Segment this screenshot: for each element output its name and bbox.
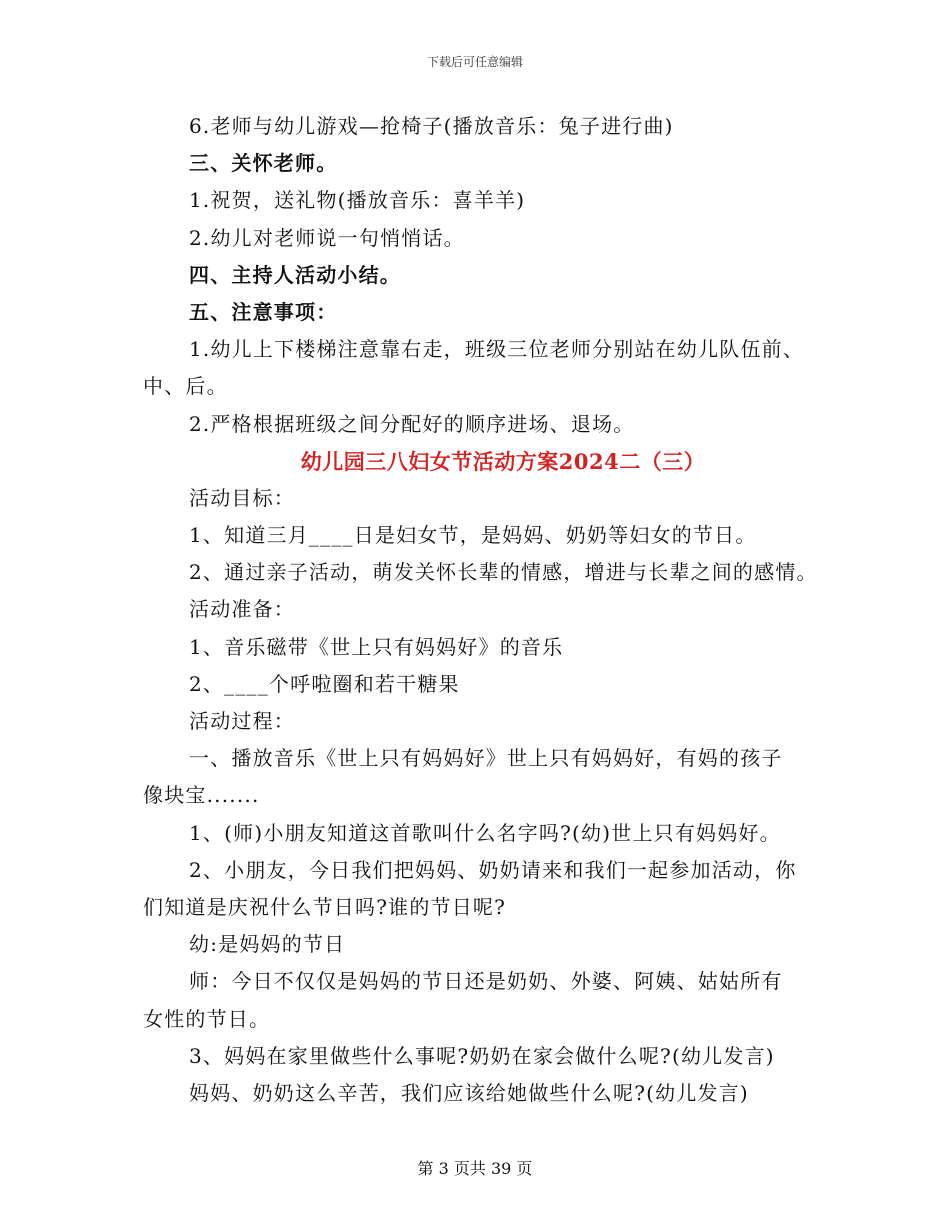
text-line: 6.老师与幼儿游戏—抢椅子(播放音乐：兔子进行曲) (189, 114, 674, 138)
text-line: 三、关怀老师。 (189, 151, 338, 176)
text-line: 2.严格根据班级之间分配好的顺序进场、退场。 (189, 411, 635, 436)
text-line: 1、(师)小朋友知道这首歌叫什么名字吗?(幼)世上只有妈妈好。 (189, 820, 781, 845)
text-line: 四、主持人活动小结。 (189, 262, 401, 287)
text-line: 师：今日不仅仅是妈妈的节日还是奶奶、外婆、阿姨、姑姑所有 (189, 969, 783, 994)
text-line: 1、音乐磁带《世上只有妈妈好》的音乐 (189, 634, 564, 659)
text-line: 活动准备： (189, 597, 295, 622)
text-line: 妈妈、奶奶这么辛苦，我们应该给她做些什么呢?(幼儿发言) (189, 1080, 749, 1105)
text-line: 1、知道三月____日是妇女节，是妈妈、奶奶等妇女的节日。 (189, 523, 757, 548)
text-line: 幼:是妈妈的节日 (189, 932, 346, 957)
text-line: 活动过程： (189, 709, 295, 733)
text-line: 活动目标： (189, 485, 295, 510)
text-line: 2、____个呼啦圈和若干糖果 (189, 671, 460, 696)
text-line: 像块宝....... (143, 783, 260, 808)
document-body (143, 108, 833, 1112)
text-line: 女性的节日。 (143, 1006, 271, 1031)
page-footer: 第 3 页共 39 页 (417, 1159, 533, 1178)
text-line: 3、妈妈在家里做些什么事呢?奶奶在家会做什么呢?(幼儿发言) (189, 1043, 775, 1068)
text-line: 一、播放音乐《世上只有妈妈好》世上只有妈妈好，有妈的孩子 (189, 746, 783, 771)
text-line: 们知道是庆祝什么节日吗?谁的节日呢? (143, 894, 507, 919)
text-line: 2、小朋友，今日我们把妈妈、奶奶请来和我们一起参加活动，你 (189, 857, 797, 882)
text-line: 2、通过亲子活动，萌发关怀长辈的情感，增进与长辈之间的感情。 (189, 560, 818, 585)
text-line: 五、注意事项： (189, 299, 338, 324)
page-header: 下载后可任意编辑 (426, 55, 523, 69)
section-heading: 幼儿园三八妇女节活动方案2024二（三） (300, 448, 706, 474)
text-line: 中、后。 (143, 374, 228, 399)
text-line: 1.幼儿上下楼梯注意靠右走，班级三位老师分别站在幼儿队伍前、 (189, 337, 805, 362)
text-line: 2.幼儿对老师说一句悄悄话。 (189, 225, 465, 250)
text-line: 1.祝贺，送礼物(播放音乐：喜羊羊) (189, 188, 526, 213)
